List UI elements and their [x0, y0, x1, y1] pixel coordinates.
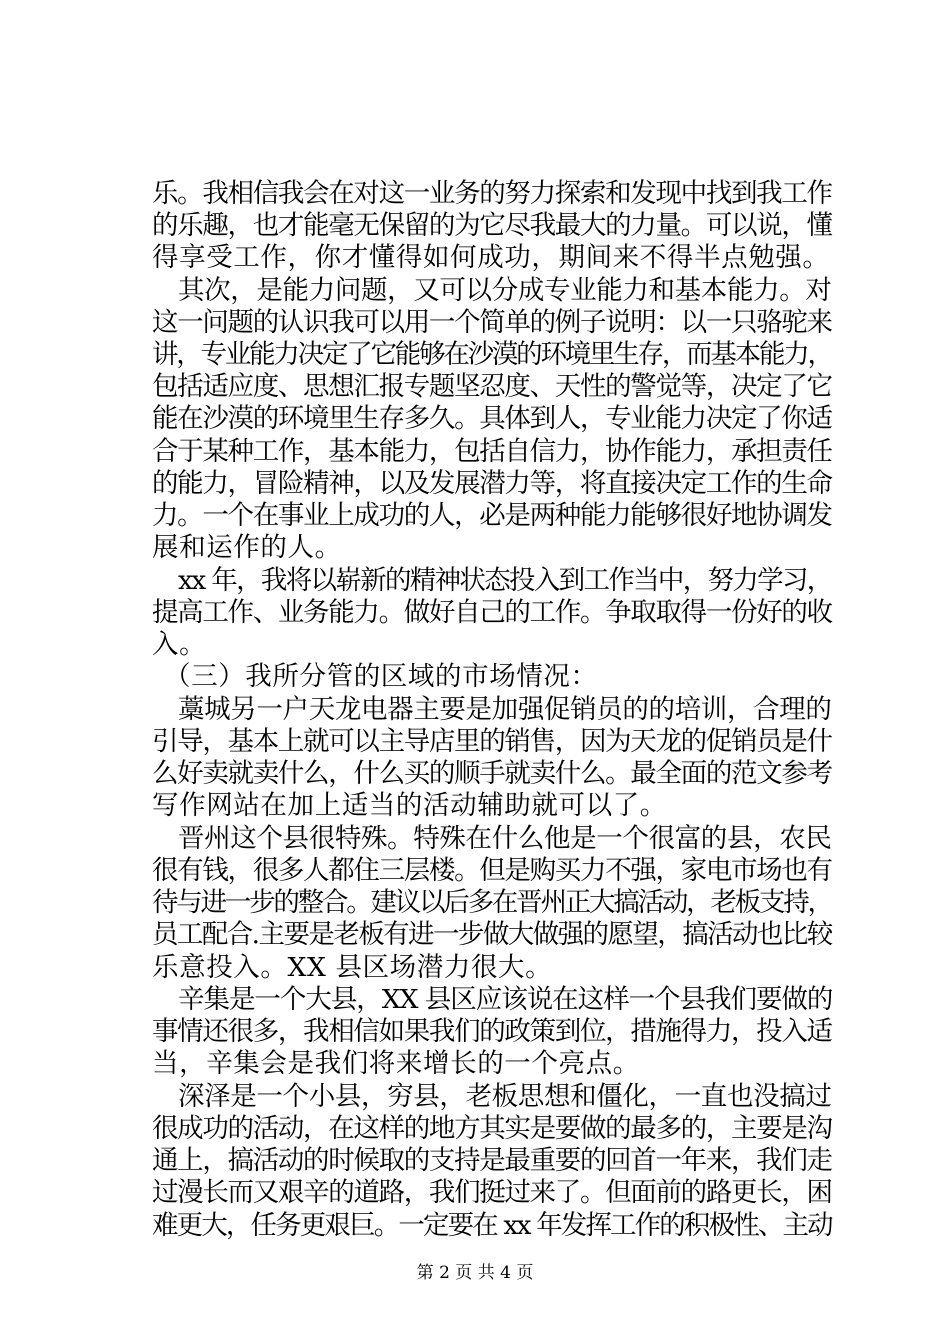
text-line: 很成功的活动，在这样的地方其实是要做的最多的，主要是沟	[152, 1113, 832, 1144]
text-line: 当，辛集会是我们将来增长的一个亮点。	[152, 1048, 640, 1079]
text-line: xx 年，我将以崭新的精神状态投入到工作当中，努力学习，	[178, 565, 832, 596]
text-line: 这一问题的认识我可以用一个简单的例子说明：以一只骆驼来	[152, 307, 832, 338]
page-footer: 第 2 页 共 4 页	[416, 1263, 534, 1283]
text-line: 员工配合.主要是老板有进一步做大做强的愿望，搞活动也比较	[152, 919, 832, 950]
text-line: 讲，专业能力决定了它能够在沙漠的环境里生存，而基本能力，	[152, 339, 832, 370]
text-line: 晋州这个县很特殊。特殊在什么他是一个很富的县，农民	[178, 823, 832, 854]
text-line: 难更大，任务更艰巨。一定要在 xx 年发挥工作的积极性、主动	[152, 1210, 832, 1241]
text-line: 力。一个在事业上成功的人，必是两种能力能够很好地协调发	[152, 500, 832, 531]
text-line: 过漫长而又艰辛的道路，我们挺过来了。但面前的路更长，困	[152, 1177, 832, 1208]
text-line: 通上，搞活动的时候取的支持是最重要的回首一年来，我们走	[152, 1145, 832, 1176]
text-line: 的能力，冒险精神，以及发展潜力等，将直接决定工作的生命	[152, 468, 832, 499]
text-line: 辛集是一个大县，XX 县区应该说在这样一个县我们要做的	[178, 984, 833, 1015]
text-line: 事情还很多，我相信如果我们的政策到位，措施得力，投入适	[152, 1016, 832, 1047]
text-line: 很有钱，很多人都住三层楼。但是购买力不强，家电市场也有	[152, 855, 832, 886]
section-heading: （三）我所分管的区域的市场情况：	[164, 661, 598, 692]
text-line: 待与进一步的整合。建议以后多在晋州正大搞活动，老板支持，	[152, 887, 832, 918]
text-line: 展和运作的人。	[152, 532, 342, 563]
text-line: 乐。我相信我会在对这一业务的努力探索和发现中找到我工作	[152, 178, 832, 209]
text-line: 乐意投入。XX 县区场潜力很大。	[152, 952, 553, 983]
text-line: 入。	[152, 629, 207, 660]
text-line: 包括适应度、思想汇报专题坚忍度、天性的警觉等，决定了它	[152, 371, 832, 402]
text-line: 合于某种工作，基本能力，包括自信力，协作能力，承担责任	[152, 436, 832, 467]
text-line: 么好卖就卖什么，什么买的顺手就卖什么。最全面的范文参考	[152, 758, 832, 789]
text-line: 引导，基本上就可以主导店里的销售，因为天龙的促销员是什	[152, 726, 832, 757]
text-line: 得享受工作，你才懂得如何成功，期间来不得半点勉强。	[152, 242, 830, 273]
text-line: 其次，是能力问题，又可以分成专业能力和基本能力。对	[178, 275, 832, 306]
text-line: 藁城另一户天龙电器主要是加强促销员的的培训，合理的	[178, 694, 832, 725]
text-line: 的乐趣，也才能毫无保留的为它尽我最大的力量。可以说，懂	[152, 210, 832, 241]
text-line: 写作网站在加上适当的活动辅助就可以了。	[152, 790, 667, 821]
text-line: 提高工作、业务能力。做好自己的工作。争取取得一份好的收	[152, 597, 832, 628]
text-line: 深泽是一个小县，穷县，老板思想和僵化，一直也没搞过	[178, 1081, 832, 1112]
text-line: 能在沙漠的环境里生存多久。具体到人，专业能力决定了你适	[152, 403, 832, 434]
